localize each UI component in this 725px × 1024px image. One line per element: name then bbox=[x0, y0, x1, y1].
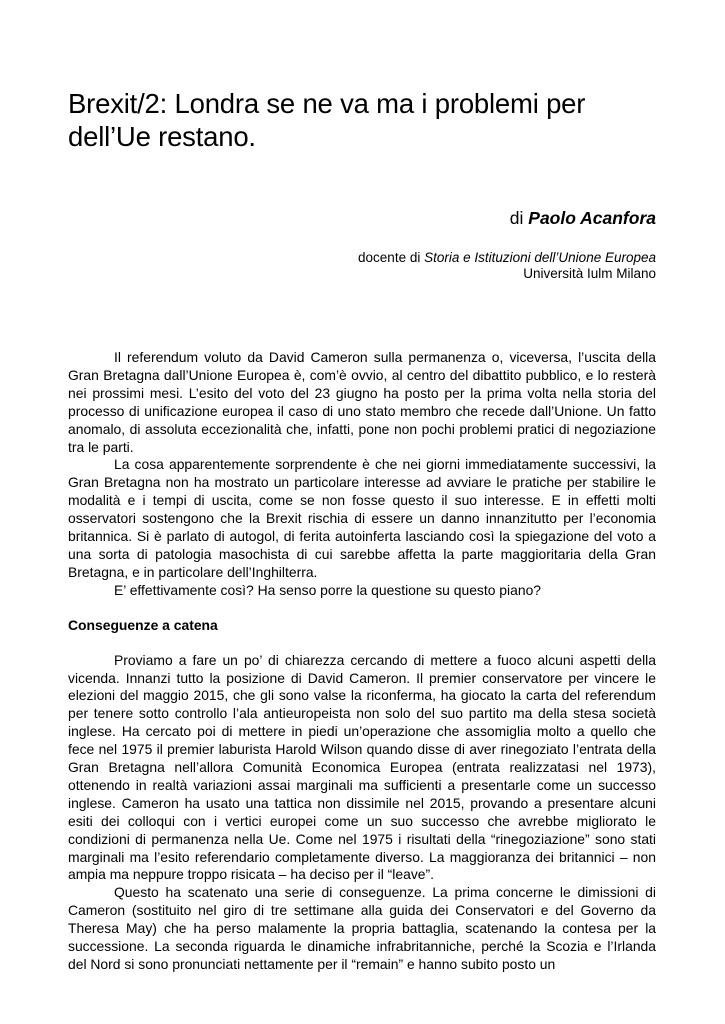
author-affiliation bbox=[358, 250, 656, 282]
course-name: Storia e Istituzioni dell’Unione Europea bbox=[424, 250, 656, 265]
paragraph: Questo ha scatenato una serie di conseguenze. La prima concerne le dimissioni di Cameron (sostituito nel giro di tre settimane alla guida dei Conservatori e del Governo da Theresa May) che ha perso malamente la propria battaglia, scatenando la contesa per la successione. La seconda riguarda le dinamiche infrabritanniche, perché la Scozia e l’Irlanda del Nord si sono pronunciati nettamente per il “remain” e hanno subito posto un bbox=[68, 884, 656, 972]
role-prefix: docente di bbox=[358, 250, 421, 265]
document-title: Brexit/2: Londra se ne va ma i problemi per dell’Ue restano. bbox=[68, 88, 586, 152]
author-name: Paolo Acanfora bbox=[528, 208, 656, 228]
byline bbox=[510, 207, 656, 229]
byline-prefix: di bbox=[509, 208, 524, 228]
section-heading: Conseguenze a catena bbox=[68, 616, 218, 633]
paragraph: Proviamo a fare un po’ di chiarezza cercando di mettere a fuoco alcuni aspetti della vicenda. Innanzi tutto la posizione di David Cameron. Il premier conservatore per vincere le elezioni del maggio 2015, che gli sono valse la riconferma, ha giocato la carta del referendum per tenere sotto controllo l’ala antieuropeista non solo del suo partito ma della stesa società inglese. Ha cercato poi di mettere in piedi un’operazione che assomiglia molto a quello che fece nel 1975 il premier laburista Harold Wilson quando disse di aver rinegoziato l’entrata della Gran Bretagna nell’allora Comunità Economica Europea (entrata realizzatasi nel 1973), ottenendo in realtà variazioni assai marginali ma sufficienti a presentarle come un successo inglese. Cameron ha usato una tattica non dissimile nel 2015, provando a presentare alcuni esiti dei colloqui con i vertici europei come un suo successo che avrebbe migliorato le condizioni di permanenza nella Ue. Come nel 1975 i risultati della “rinegoziazione” sono stati marginali ma l’esito referendario completamente diverso. La maggioranza dei britannici – non ampia ma neppure troppo risicata – ha deciso per il “leave”. bbox=[68, 651, 656, 883]
paragraph: Il referendum voluto da David Cameron sulla permanenza o, viceversa, l’uscita della Gran Bretagna dall’Unione Europea è, com’è ovvio, al centro del dibattito pubblico, e lo resterà nei prossimi mesi. L’esito del voto del 23 giugno ha posto per la prima volta nella storia del processo di unificazione europea il caso di uno stato membro che recede dall’Unione. Un fatto anomalo, di assoluta eccezionalità che, infatti, pone non pochi problemi pratici di negoziazione tra le parti. bbox=[68, 349, 656, 455]
paragraph: E’ effettivamente così? Ha senso porre la questione su questo piano? bbox=[114, 581, 542, 598]
article-body bbox=[68, 349, 656, 974]
paragraph: La cosa apparentemente sorprendente è che nei giorni immediatamente successivi, la Gran Bretagna non ha mostrato un particolare interesse ad avviare le pratiche per stabilire le modalità e i tempi di uscita, come se non fosse questo il suo interesse. E in effetti molti osservatori sostengono che la Brexit rischia di essere un danno innanzitutto per l’economia britannica. Si è parlato di autogol, di ferita autoinferta lasciando così la spiegazione del voto a una sorta di patologia masochista di cui sarebbe affetta la parte maggioritaria della Gran Bretagna, e in particolare dell’Inghilterra. bbox=[68, 456, 656, 580]
university-name: Università Iulm Milano bbox=[523, 266, 656, 281]
